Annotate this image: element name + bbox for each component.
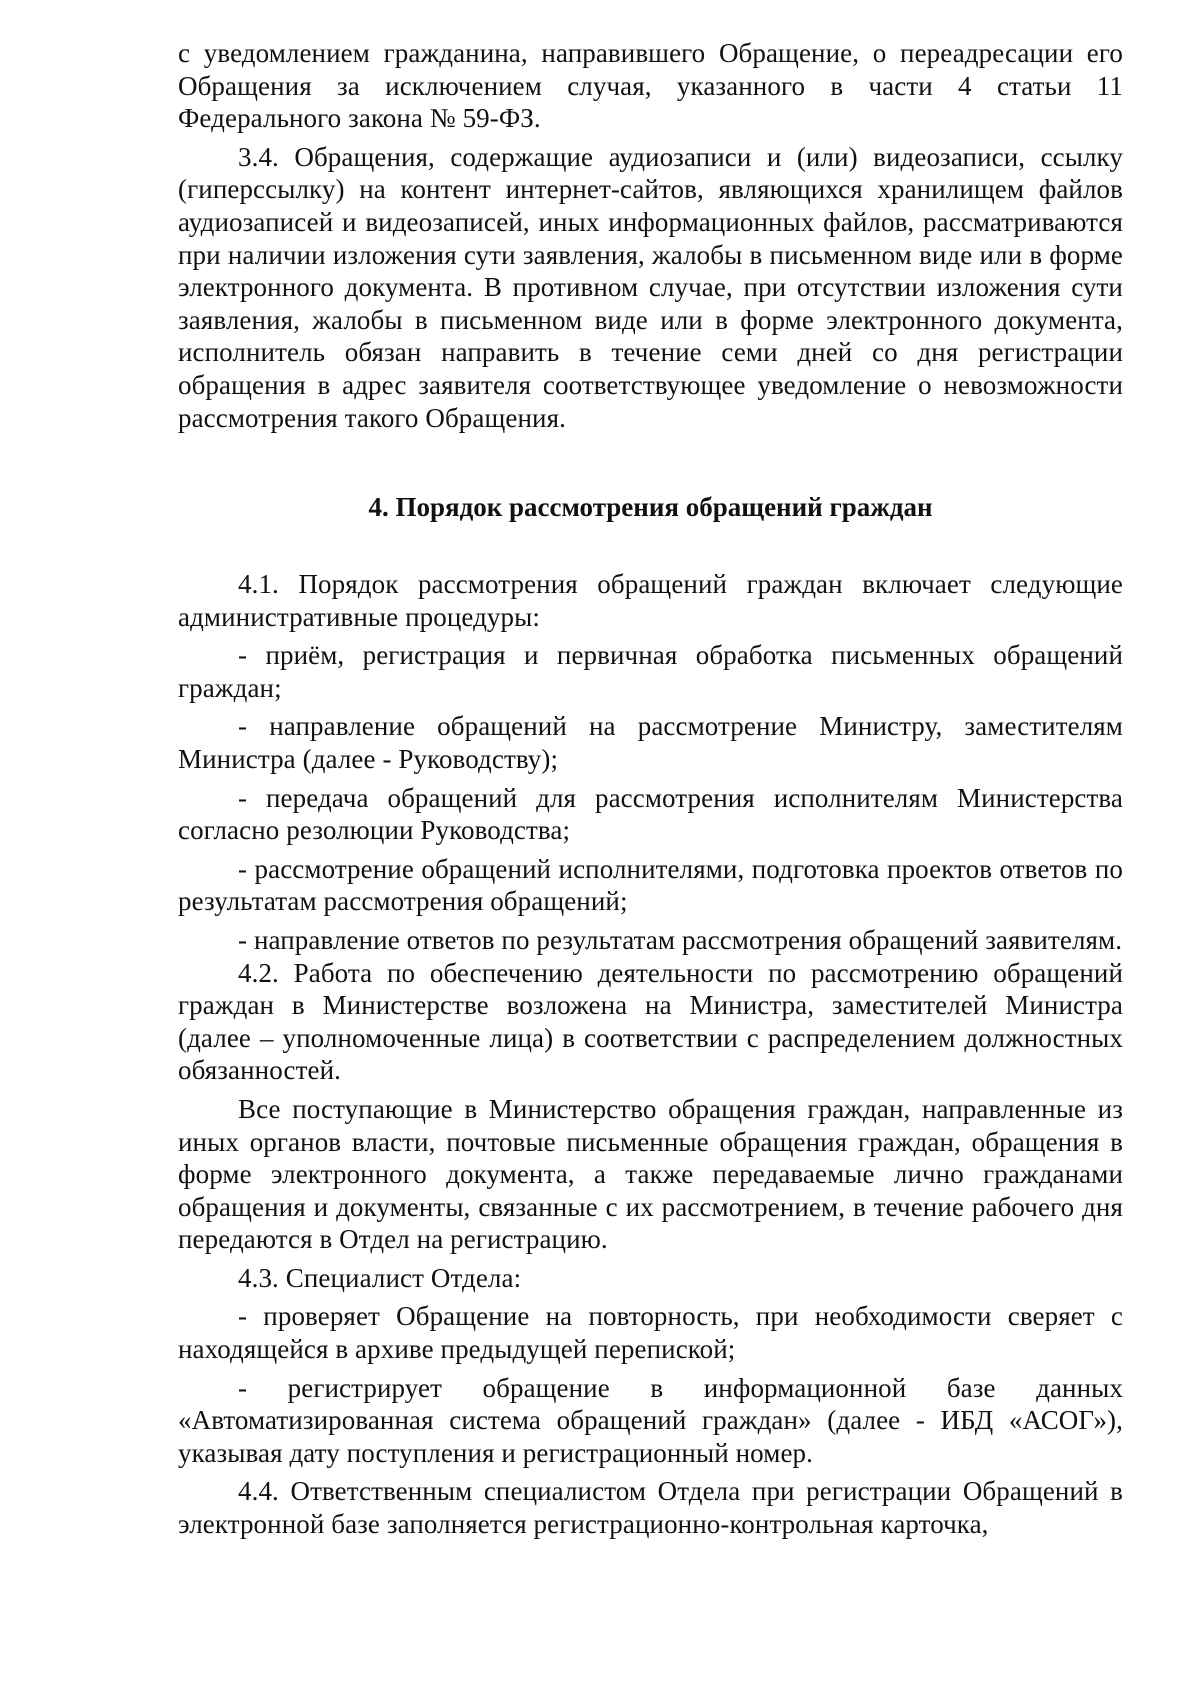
paragraph-3-4: 3.4. Обращения, содержащие аудиозаписи и (или) видеозаписи, ссылку (гиперссылку) на контент интернет-сайтов, являющихся хранилищем файлов аудиозаписей и видеозаписей, иных информационных файлов, рассматриваются при наличии изложения сути заявления, жалобы в письменном виде или в форме электронного документа. В противном случае, при отсутствии изложения сути заявления, жалобы в письменном виде или в форме электронного документа, исполнитель обязан направить в течение семи дней со дня регистрации обращения в адрес заявителя соответствующее уведомление о невозможности рассмотрения такого Обращения.	[178, 141, 1123, 433]
paragraph-4-3: 4.3. Специалист Отдела:	[238, 1262, 522, 1293]
list-item: - передача обращений для рассмотрения исполнителям Министерства согласно резолюции Руководства;	[178, 782, 1123, 846]
paragraph-4-2: 4.2. Работа по обеспечению деятельности по рассмотрению обращений граждан в Министерстве возложена на Министра, заместителей Министра (далее – уполномоченные лица) в соответствии с распределением должностных обязанностей.	[178, 957, 1123, 1086]
list-item: - проверяет Обращение на повторность, при необходимости сверяет с находящейся в архиве предыдущей перепиской;	[178, 1301, 1123, 1365]
intro-continuation-paragraph: с уведомлением гражданина, направившего Обращение, о переадресации его Обращения за исключением случая, указанного в части 4 статьи 11 Федерального закона № 59-ФЗ.	[178, 38, 1123, 134]
section-4-heading: 4. Порядок рассмотрения обращений граждан	[368, 492, 933, 522]
top-text-block	[178, 37, 1123, 434]
list-item: - рассмотрение обращений исполнителями, подготовка проектов ответов по результатам рассмотрения обращений;	[178, 853, 1123, 917]
list-item: - регистрирует обращение в информационной базе данных «Автоматизированная система обращений граждан» (далее - ИБД «АСОГ»), указывая дату поступления и регистрационный номер.	[178, 1372, 1123, 1468]
list-item: - приём, регистрация и первичная обработка письменных обращений граждан;	[178, 640, 1123, 703]
list-item: - направление обращений на рассмотрение Министру, заместителям Министра (далее - Руководству);	[178, 711, 1123, 774]
section-4-body	[178, 568, 1123, 1541]
paragraph-4-1: 4.1. Порядок рассмотрения обращений граждан включает следующие административные процедуры:	[178, 569, 1123, 632]
list-item: - направление ответов по результатам рассмотрения обращений заявителям.	[238, 924, 1123, 955]
paragraph-4-2-continued: Все поступающие в Министерство обращения граждан, направленные из иных органов власти, почтовые письменные обращения граждан, обращения в форме электронного документа, а также передаваемые лично гражданами обращения и документы, связанные с их рассмотрением, в течение рабочего дня передаются в Отдел на регистрацию.	[178, 1093, 1123, 1255]
paragraph-4-4: 4.4. Ответственным специалистом Отдела при регистрации Обращений в электронной базе заполняется регистрационно-контрольная карточка,	[178, 1476, 1123, 1540]
